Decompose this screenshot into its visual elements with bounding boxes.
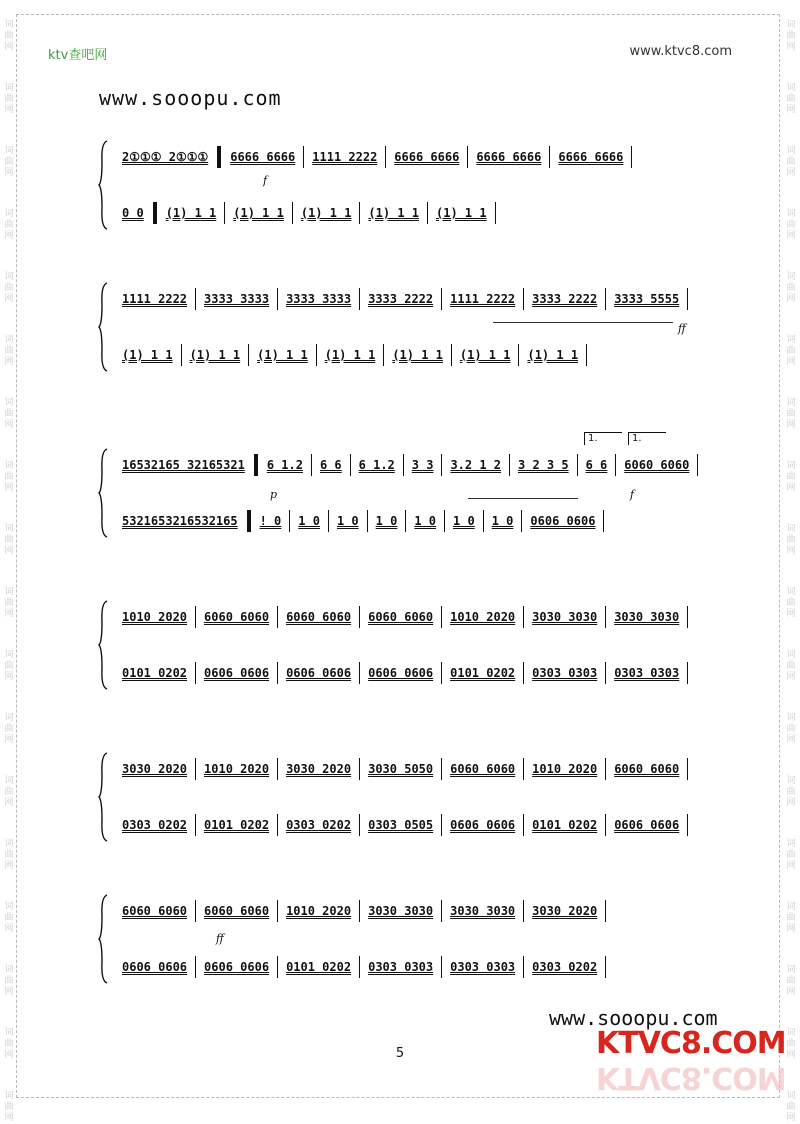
ktvc8-logo-reflection: KTVC8.COM (596, 1060, 786, 1095)
edge-watermark-group: 词 曲 网 (4, 524, 14, 556)
measure: 0101 0202 (122, 666, 188, 680)
staff-upper (116, 604, 708, 630)
barline (577, 454, 578, 476)
measure: 3030 3030 (368, 904, 434, 918)
measure: (1) 1 1 (257, 348, 308, 362)
right-edge-watermark (784, 20, 798, 1124)
staff-upper (116, 452, 708, 478)
barline (523, 758, 524, 780)
measure: 3030 3030 (532, 610, 598, 624)
barline-end (631, 146, 632, 168)
measure: 0606 0606 (614, 818, 680, 832)
measure: 3333 2222 (368, 292, 434, 306)
measure: 1 0 (453, 514, 475, 528)
page-number: 5 (395, 1046, 405, 1061)
measure: 0606 0606 (368, 666, 434, 680)
measure: 6060 6060 (286, 610, 352, 624)
measure: 1111 2222 (122, 292, 188, 306)
measure: (1) 1 1 (527, 348, 579, 362)
staff-upper (116, 756, 708, 782)
barline (195, 606, 196, 628)
measure: 16532165 32165321 (122, 458, 245, 472)
score-system (98, 282, 708, 372)
barline (483, 510, 484, 532)
measure: 5321653216532165 (122, 514, 238, 528)
barline (359, 900, 360, 922)
barline (441, 758, 442, 780)
measure: 6666 6666 (394, 150, 460, 164)
edge-watermark-group: 词 曲 网 (786, 209, 796, 241)
measure: 0303 0303 (532, 666, 598, 680)
edge-watermark-group: 词 曲 网 (4, 713, 14, 745)
edge-watermark-group: 词 曲 网 (786, 650, 796, 682)
edge-watermark-group: 词 曲 网 (4, 83, 14, 115)
staff-lower (116, 508, 708, 534)
barline (195, 662, 196, 684)
measure: 6666 6666 (558, 150, 624, 164)
edge-watermark-group: 词 曲 网 (786, 20, 796, 52)
edge-watermark-group: 词 曲 网 (4, 20, 14, 52)
score-system (98, 433, 708, 538)
barline (605, 814, 606, 836)
edge-watermark-group: 词 曲 网 (4, 1028, 14, 1060)
staff-lower (116, 660, 708, 686)
barline-end (603, 510, 604, 532)
barline (181, 344, 182, 366)
edge-watermark-group: 词 曲 网 (4, 146, 14, 178)
measure: (1) 1 1 (300, 206, 352, 220)
measure: 6666 6666 (476, 150, 542, 164)
barline (277, 900, 278, 922)
barline (523, 900, 524, 922)
barline (523, 662, 524, 684)
measure: 0606 0606 (286, 666, 352, 680)
measure: 0 0 (122, 206, 144, 220)
system-brace (98, 600, 108, 690)
measure: (1) 1 1 (122, 348, 173, 362)
barline (289, 510, 290, 532)
measure: 2①①① 2①①① (122, 150, 209, 164)
measure: 0606 0606 (530, 514, 596, 528)
barline (441, 814, 442, 836)
measure: (1) 1 1 (392, 348, 443, 362)
barline-end (687, 606, 688, 628)
measure: 0101 0202 (286, 960, 352, 974)
edge-watermark-group: 词 曲 网 (4, 461, 14, 493)
barline (195, 956, 196, 978)
staff-lower (116, 342, 708, 368)
barline (359, 758, 360, 780)
measure: 3.2 1 2 (450, 458, 502, 472)
barline (441, 956, 442, 978)
barline (605, 606, 606, 628)
measure: 0303 0303 (368, 960, 434, 974)
measure: 3 3 (411, 458, 434, 472)
edge-watermark-group: 词 曲 网 (4, 650, 14, 682)
measure: 0101 0202 (450, 666, 516, 680)
volta-bracket: 1. (584, 432, 622, 445)
barline (195, 900, 196, 922)
barline (523, 956, 524, 978)
measure: 6 1.2 (266, 458, 303, 472)
barline (605, 758, 606, 780)
barline-end (605, 956, 606, 978)
dynamic-marking: f (263, 174, 268, 187)
measure: 6 6 (319, 458, 342, 472)
barline-end (687, 662, 688, 684)
measure: (1) 1 1 (233, 206, 284, 220)
barline (427, 202, 428, 224)
measure: 0606 0606 (204, 960, 270, 974)
measure: 1111 2222 (450, 292, 516, 306)
barline (467, 146, 468, 168)
measure: 1010 2020 (450, 610, 516, 624)
measure: 0606 0606 (204, 666, 270, 680)
measure: 0101 0202 (532, 818, 598, 832)
measure: 6 1.2 (358, 458, 395, 472)
barline (605, 662, 606, 684)
barline (444, 510, 445, 532)
barline (403, 454, 404, 476)
barline-end (586, 344, 587, 366)
dynamic-marking: ff (678, 322, 686, 335)
barline (277, 288, 278, 310)
system-brace (98, 752, 108, 842)
site-url-link[interactable]: www.ktvc8.com (629, 44, 732, 59)
measure: 6 6 (585, 458, 608, 472)
edge-watermark-group: 词 曲 网 (4, 587, 14, 619)
barline (441, 662, 442, 684)
measure: 0606 0606 (450, 818, 516, 832)
barline (549, 146, 550, 168)
barline (350, 454, 351, 476)
measure: 1 0 (336, 514, 359, 528)
site-name-link[interactable]: ktv查吧网 (48, 48, 108, 63)
edge-watermark-group: 词 曲 网 (4, 902, 14, 934)
score-system (98, 894, 708, 984)
barline (247, 510, 251, 532)
barline (451, 344, 452, 366)
measure: 1 0 (298, 514, 320, 528)
score-system (98, 600, 708, 690)
barline (605, 288, 606, 310)
measure: 6060 6060 (450, 762, 516, 776)
measure: 3030 3030 (450, 904, 516, 918)
barline (385, 146, 386, 168)
measure: 6060 6060 (204, 904, 270, 918)
measure: 3 2 3 5 (518, 458, 569, 472)
crescendo-hairpin (493, 322, 673, 329)
edge-watermark-group: 词 曲 网 (786, 398, 796, 430)
measure: 0606 0606 (122, 960, 188, 974)
barline (523, 814, 524, 836)
barline (405, 510, 406, 532)
barline (224, 202, 225, 224)
barline-end (495, 202, 496, 224)
measure: 0303 0505 (368, 818, 434, 832)
barline (277, 758, 278, 780)
measure: 1 0 (491, 514, 514, 528)
barline-end (697, 454, 698, 476)
edge-watermark-group: 词 曲 网 (786, 1028, 796, 1060)
measure: 1010 2020 (122, 610, 188, 624)
barline (523, 606, 524, 628)
staff-upper (116, 898, 708, 924)
edge-watermark-group: 词 曲 网 (4, 272, 14, 304)
edge-watermark-group: 词 曲 网 (786, 587, 796, 619)
barline (359, 202, 360, 224)
measure: 1010 2020 (286, 904, 352, 918)
system-brace (98, 448, 108, 538)
measure: 3030 2020 (532, 904, 598, 918)
measure: 6060 6060 (368, 610, 434, 624)
measure: 1010 2020 (204, 762, 270, 776)
barline (359, 662, 360, 684)
barline (277, 662, 278, 684)
measure: 1 0 (375, 514, 398, 528)
edge-watermark-group: 词 曲 网 (4, 776, 14, 808)
measure: 6060 6060 (624, 458, 690, 472)
measure: 3333 3333 (286, 292, 352, 306)
barline (311, 454, 312, 476)
barline (383, 344, 384, 366)
score-system (98, 752, 708, 842)
score-system (98, 140, 708, 230)
edge-watermark-group: 词 曲 网 (4, 398, 14, 430)
barline (441, 454, 442, 476)
staff-upper (116, 286, 708, 312)
edge-watermark-group: 词 曲 网 (786, 524, 796, 556)
edge-watermark-group: 词 曲 网 (4, 965, 14, 997)
measure: 1 0 (414, 514, 437, 528)
dynamic-marking: ff (216, 932, 224, 945)
watermark-url-top: www.sooopu.com (99, 86, 282, 110)
measure: 6060 6060 (614, 762, 680, 776)
system-brace (98, 140, 108, 230)
measure: 1010 2020 (532, 762, 598, 776)
barline (303, 146, 304, 168)
measure: 3030 2020 (286, 762, 352, 776)
measure: (1) 1 1 (189, 348, 241, 362)
system-brace (98, 282, 108, 372)
barline (328, 510, 329, 532)
barline (195, 814, 196, 836)
edge-watermark-group: 词 曲 网 (4, 335, 14, 367)
barline (277, 606, 278, 628)
measure: (1) 1 1 (368, 206, 419, 220)
measure: 0303 0303 (450, 960, 516, 974)
barline (518, 344, 519, 366)
measure: (1) 1 1 (165, 206, 217, 220)
measure: (1) 1 1 (324, 348, 376, 362)
measure: 3333 3333 (204, 292, 270, 306)
measure: (1) 1 1 (459, 348, 511, 362)
staff-lower (116, 200, 708, 226)
watermark-url-bottom: www.sooopu.com (549, 1006, 718, 1030)
edge-watermark-group: 词 曲 网 (786, 713, 796, 745)
measure: 3333 5555 (614, 292, 680, 306)
barline (509, 454, 510, 476)
barline (359, 956, 360, 978)
barline (217, 146, 221, 168)
edge-watermark-group: 词 曲 网 (786, 335, 796, 367)
dynamic-marking: f (630, 488, 635, 501)
system-brace (98, 894, 108, 984)
barline (277, 956, 278, 978)
dynamic-marking: p (270, 488, 278, 501)
edge-watermark-group: 词 曲 网 (786, 902, 796, 934)
crescendo-hairpin (468, 498, 578, 505)
measure: 6060 6060 (204, 610, 270, 624)
volta-bracket: 1. (628, 432, 666, 445)
barline-end (687, 758, 688, 780)
measure: 0303 0303 (614, 666, 680, 680)
barline (441, 606, 442, 628)
barline (292, 202, 293, 224)
barline-end (687, 288, 688, 310)
edge-watermark-group: 词 曲 网 (786, 146, 796, 178)
measure: ! 0 (259, 514, 282, 528)
measure: (1) 1 1 (436, 206, 487, 220)
measure: 0303 0202 (532, 960, 598, 974)
barline (359, 814, 360, 836)
barline (254, 454, 258, 476)
barline (441, 900, 442, 922)
measure: 0303 0202 (286, 818, 352, 832)
ktvc8-logo: KTVC8.COM (596, 1026, 786, 1061)
edge-watermark-group: 词 曲 网 (786, 83, 796, 115)
left-edge-watermark (2, 20, 16, 1124)
edge-watermark-group: 词 曲 网 (786, 461, 796, 493)
edge-watermark-group: 词 曲 网 (786, 1091, 796, 1123)
staff-lower (116, 954, 708, 980)
barline (316, 344, 317, 366)
edge-watermark-group: 词 曲 网 (4, 839, 14, 871)
staff-lower (116, 812, 708, 838)
barline (521, 510, 522, 532)
measure: 3030 3030 (614, 610, 680, 624)
barline-end (605, 900, 606, 922)
measure: 3030 5050 (368, 762, 434, 776)
edge-watermark-group: 词 曲 网 (786, 965, 796, 997)
measure: 6666 6666 (230, 150, 296, 164)
edge-watermark-group: 词 曲 网 (786, 272, 796, 304)
barline (359, 288, 360, 310)
barline (153, 202, 157, 224)
measure: 3333 2222 (532, 292, 598, 306)
barline-end (687, 814, 688, 836)
edge-watermark-group: 词 曲 网 (786, 839, 796, 871)
measure: 0101 0202 (204, 818, 270, 832)
barline (615, 454, 616, 476)
barline (523, 288, 524, 310)
edge-watermark-group: 词 曲 网 (786, 776, 796, 808)
barline (441, 288, 442, 310)
barline (359, 606, 360, 628)
measure: 1111 2222 (312, 150, 378, 164)
barline (367, 510, 368, 532)
barline (195, 288, 196, 310)
measure: 3030 2020 (122, 762, 188, 776)
edge-watermark-group: 词 曲 网 (4, 1091, 14, 1123)
barline (248, 344, 249, 366)
staff-upper (116, 144, 708, 170)
measure: 6060 6060 (122, 904, 188, 918)
barline (277, 814, 278, 836)
measure: 0303 0202 (122, 818, 188, 832)
edge-watermark-group: 词 曲 网 (4, 209, 14, 241)
barline (195, 758, 196, 780)
